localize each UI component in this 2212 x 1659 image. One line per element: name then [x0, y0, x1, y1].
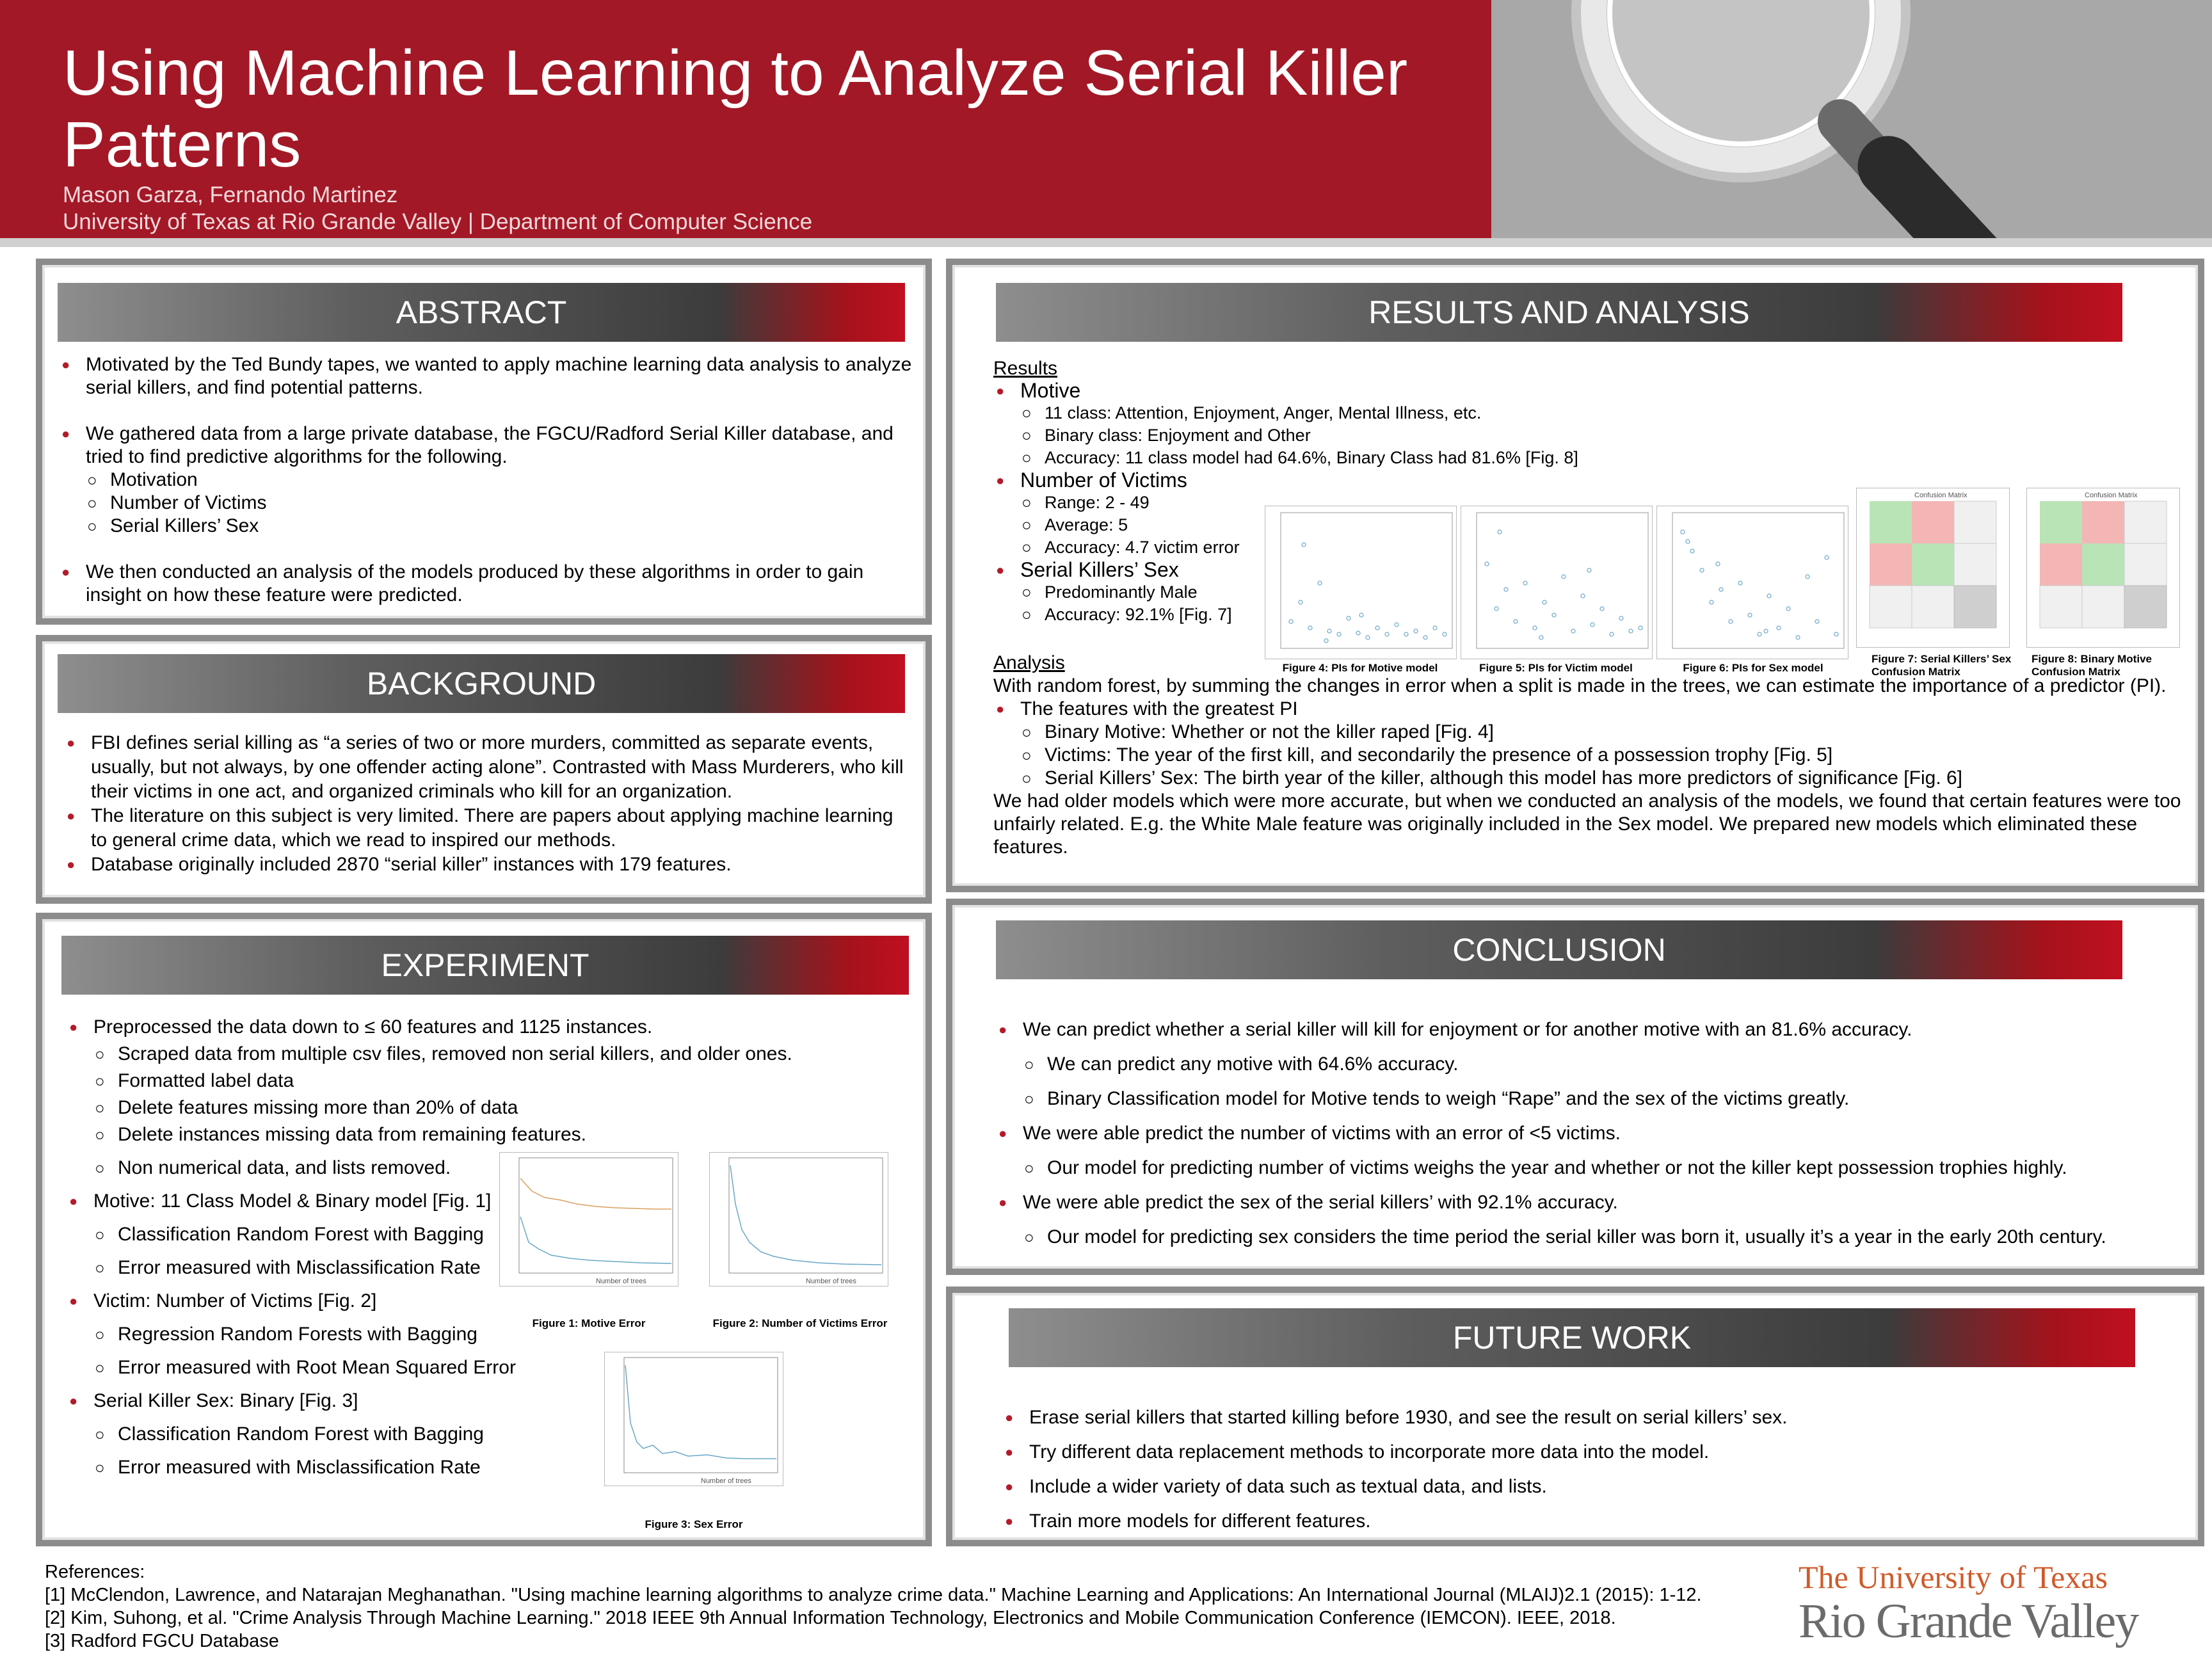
- figure-confusion-sex: [1856, 488, 2010, 648]
- list-item: ● FBI defines serial killing as “a series of two or more murders, committed as separate events, usually, but not always, by one offender acting alone”. Contrasted with Mass Murderers, who kill their victims in one act, and organized criminals who kill for an organization.: [64, 731, 909, 804]
- list-item: ● Erase serial killers that started killing before 1930, and see the result on serial killers’ sex.: [1002, 1400, 2180, 1435]
- list-item: ○ Error measured with Misclassification Rate: [67, 1454, 527, 1481]
- list-item: ● Motive: [993, 380, 2197, 402]
- analysis-intro: With random forest, by summing the changes in error when a split is made in the trees, we can estimate the importance of a predictor (PI).: [993, 675, 2167, 696]
- results-label: Results: [993, 358, 1058, 379]
- affiliation: University of Texas at Rio Grande Valley | Department of Computer Science: [63, 209, 813, 234]
- list-item: ● Serial Killer Sex: Binary [Fig. 3]: [67, 1388, 527, 1415]
- magnifying-glass-icon: [1491, 0, 2212, 238]
- list-item: ○ We can predict any motive with 64.6% accuracy.: [996, 1047, 2186, 1082]
- reference-item: [1] McClendon, Lawrence, and Natarajan Meghanathan. "Using machine learning algorithms to analyze crime data." Machine Learning and Applications: An International Journal (MLAIJ)2.1 (2015): 1-12.: [45, 1585, 1702, 1605]
- background-body: [64, 731, 909, 877]
- list-item: ○ Scraped data from multiple csv files, removed non serial killers, and older ones.: [67, 1041, 527, 1068]
- logo-line2: Rio Grande Valley: [1799, 1594, 2138, 1648]
- abstract-body: [59, 353, 917, 607]
- figure-caption: Figure 1: Motive Error: [532, 1317, 646, 1329]
- figure-caption: Figure 8: Binary Motive Confusion Matrix: [2032, 653, 2152, 678]
- list-item: ○ Delete features missing more than 20% of data: [67, 1094, 527, 1121]
- list-item: ○ Error measured with Root Mean Squared Error: [67, 1354, 527, 1381]
- list-item: ● Serial Killers’ Sex: [993, 559, 2197, 581]
- list-item: ○ Accuracy: 4.7 victim error: [993, 536, 2197, 559]
- list-item: ● We then conducted an analysis of the models produced by these algorithms in order to gain insight on how these feature were predicted.: [59, 561, 917, 607]
- figure-sex-error: [604, 1352, 783, 1486]
- references: [45, 1560, 1773, 1653]
- figure-motive-error: [499, 1152, 678, 1286]
- abstract-heading: ABSTRACT: [58, 283, 905, 342]
- list-item: ● Motive: 11 Class Model & Binary model [Fig. 1]: [67, 1188, 527, 1215]
- list-item: ● We were able predict the number of victims with an error of <5 victims.: [996, 1116, 2186, 1151]
- list-item: ● Victim: Number of Victims [Fig. 2]: [67, 1288, 527, 1315]
- list-item: ○ Binary class: Enjoyment and Other: [993, 424, 2197, 447]
- figure-caption: Figure 6: PIs for Sex model: [1683, 662, 1823, 674]
- figure-pi-victim: [1461, 506, 1653, 659]
- svg-text:Number of trees: Number of trees: [596, 1278, 646, 1285]
- figure-confusion-motive: [2026, 488, 2180, 648]
- university-logo: [1799, 1559, 2195, 1655]
- header-divider: [0, 238, 2212, 247]
- list-item: ○ Classification Random Forest with Bagging: [67, 1421, 527, 1448]
- background-heading: BACKGROUND: [58, 654, 905, 713]
- list-item: ○ Accuracy: 92.1% [Fig. 7]: [993, 604, 2197, 626]
- list-item: ○ Motivation: [59, 469, 917, 492]
- reference-item: [2] Kim, Suhong, et al. "Crime Analysis Through Machine Learning." 2018 IEEE 9th Annual Information Technology, Electronics and Mobile Communication Conference (IEMCON). IEEE, 2018.: [45, 1608, 1616, 1628]
- figure-caption: Figure 4: PIs for Motive model: [1282, 662, 1438, 674]
- list-item: ○ 11 class: Attention, Enjoyment, Anger, Mental Illness, etc.: [993, 402, 2197, 424]
- analysis-label: Analysis: [993, 652, 1065, 673]
- list-item: ○ Our model for predicting sex considers the time period the serial killer was born it, usually it’s a year in the early 20th century.: [996, 1220, 2186, 1254]
- list-item: ○ Victims: The year of the first kill, and secondarily the presence of a possession trophy [Fig. 5]: [993, 744, 2197, 767]
- list-item: ● Number of Victims: [993, 469, 2197, 492]
- list-item: ● Database originally included 2870 “serial killer” instances with 179 features.: [64, 853, 909, 877]
- list-item: ● The literature on this subject is very limited. There are papers about applying machine learning to general crime data, which we read to inspired our methods.: [64, 804, 909, 853]
- list-item: ○ Serial Killers’ Sex: The birth year of the killer, although this model has more predictors of significance [Fig. 6]: [993, 767, 2197, 790]
- list-item: ● The features with the greatest PI: [993, 698, 2197, 721]
- list-item: ○ Regression Random Forests with Bagging: [67, 1321, 527, 1348]
- figure-caption: Figure 5: PIs for Victim model: [1479, 662, 1633, 674]
- svg-text:Confusion Matrix: Confusion Matrix: [2085, 492, 2138, 499]
- list-item: ○ Non numerical data, and lists removed.: [67, 1155, 527, 1182]
- list-item: ● We can predict whether a serial killer will kill for enjoyment or for another motive with an 81.6% accuracy.: [996, 1013, 2186, 1047]
- poster-title: Using Machine Learning to Analyze Serial Killer Patterns: [63, 37, 1408, 180]
- analysis-closing: We had older models which were more accurate, but when we conducted an analysis of the models, we found that certain features were too unfairly related. E.g. the White Male feature was originally included in the Sex model. We prepared new models which eliminated these features.: [993, 790, 2181, 858]
- list-item: ○ Number of Victims: [59, 492, 917, 515]
- svg-text:Number of trees: Number of trees: [806, 1278, 856, 1285]
- svg-text:Number of trees: Number of trees: [701, 1477, 751, 1485]
- results-heading: RESULTS AND ANALYSIS: [996, 283, 2122, 342]
- list-item: ● Train more models for different features.: [1002, 1504, 2180, 1539]
- list-item: ○ Range: 2 - 49: [993, 492, 2197, 514]
- list-item: ○ Formatted label data: [67, 1068, 527, 1094]
- conclusion-body: [996, 1013, 2186, 1254]
- list-item: ● We gathered data from a large private database, the FGCU/Radford Serial Killer database, and tried to find predictive algorithms for the following.: [59, 422, 917, 469]
- authors: Mason Garza, Fernando Martinez: [63, 182, 398, 207]
- list-item: ○ Classification Random Forest with Bagging: [67, 1221, 527, 1248]
- figure-victims-error: [709, 1152, 888, 1286]
- list-item: ● Motivated by the Ted Bundy tapes, we wanted to apply machine learning data analysis to analyze serial killers, and find potential patterns.: [59, 353, 917, 399]
- references-label: References:: [45, 1562, 145, 1582]
- figure-pi-motive: [1265, 506, 1457, 659]
- list-item: ○ Accuracy: 11 class model had 64.6%, Binary Class had 81.6% [Fig. 8]: [993, 447, 2197, 469]
- list-item: ● Try different data replacement methods to incorporate more data into the model.: [1002, 1435, 2180, 1470]
- future-work-heading: FUTURE WORK: [1009, 1308, 2135, 1367]
- header-image: [1491, 0, 2212, 238]
- list-item: ● Include a wider variety of data such as textual data, and lists.: [1002, 1470, 2180, 1504]
- list-item: ○ Predominantly Male: [993, 581, 2197, 604]
- list-item: ○ Binary Classification model for Motive tends to weigh “Rape” and the sex of the victims greatly.: [996, 1082, 2186, 1116]
- figure-caption: Figure 7: Serial Killers’ Sex Confusion Matrix: [1871, 653, 2012, 678]
- experiment-heading: EXPERIMENT: [61, 936, 909, 995]
- list-item: ○ Average: 5: [993, 514, 2197, 536]
- analysis-body: [993, 652, 2197, 859]
- list-item: ○ Binary Motive: Whether or not the killer raped [Fig. 4]: [993, 721, 2197, 744]
- figure-pi-sex: [1656, 506, 1848, 659]
- figure-caption: Figure 3: Sex Error: [645, 1518, 743, 1530]
- list-item: ● We were able predict the sex of the serial killers’ with 92.1% accuracy.: [996, 1185, 2186, 1220]
- list-item: ○ Delete instances missing data from remaining features.: [67, 1121, 527, 1148]
- future-work-body: [1002, 1400, 2180, 1539]
- figure-caption: Figure 2: Number of Victims Error: [712, 1317, 888, 1329]
- list-item: ○ Serial Killers’ Sex: [59, 515, 917, 538]
- reference-item: [3] Radford FGCU Database: [45, 1631, 279, 1651]
- list-item: ○ Error measured with Misclassification Rate: [67, 1254, 527, 1281]
- list-item: ○ Our model for predicting number of victims weighs the year and whether or not the killer kept possession trophies highly.: [996, 1151, 2186, 1185]
- list-item: ● Preprocessed the data down to ≤ 60 features and 1125 instances.: [67, 1014, 527, 1041]
- svg-text:Confusion Matrix: Confusion Matrix: [1914, 492, 1968, 499]
- conclusion-heading: CONCLUSION: [996, 920, 2122, 979]
- logo-line1: The University of Texas: [1799, 1559, 2108, 1595]
